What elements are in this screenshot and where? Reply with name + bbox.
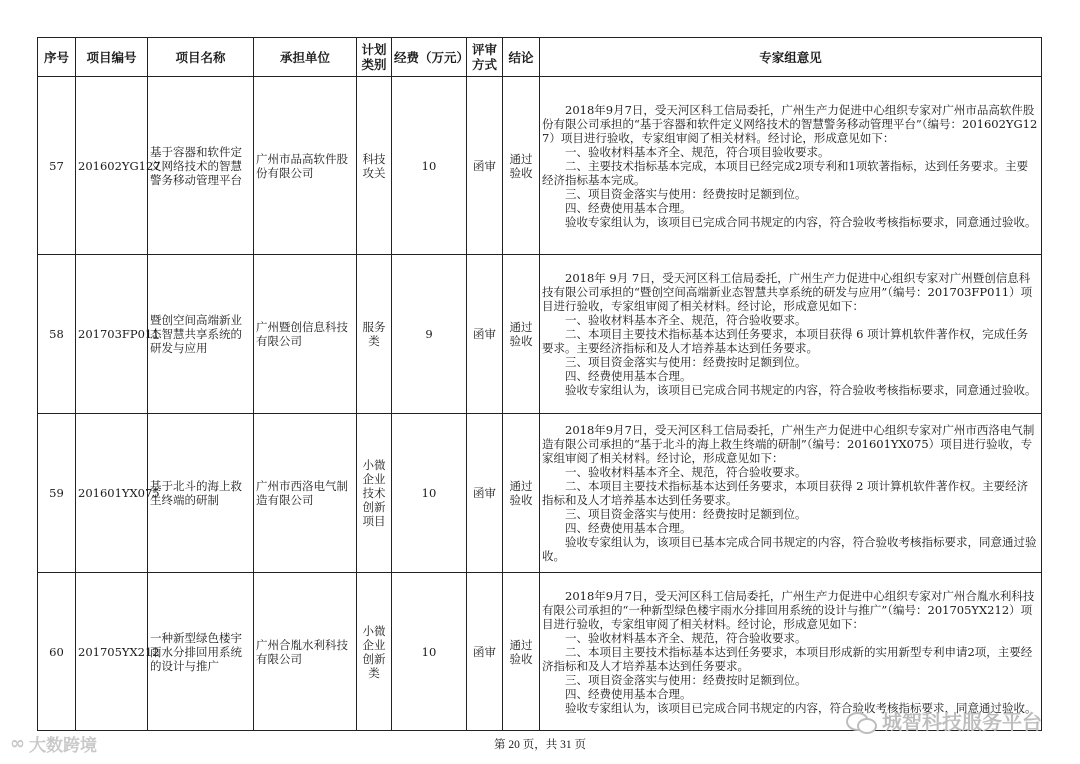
opinion-paragraph: 四、经费使用基本合理。 — [565, 369, 692, 383]
cell-fund: 9 — [392, 255, 467, 414]
cell-unit: 广州市西洛电气制造有限公司 — [254, 414, 357, 573]
header-review-mode: 评审方式 — [467, 38, 503, 77]
watermark-right — [846, 706, 1042, 735]
opinion-paragraph: 二、主要技术指标基本完成，本项目已经完成2项专利和1项软著指标，达到任务要求。主要经济指标基本完成。 — [542, 158, 1029, 187]
opinion-paragraph: 三、项目资金落实与使用：经费按时足额到位。 — [565, 186, 807, 201]
header-conclusion: 结论 — [503, 38, 540, 77]
header-row — [38, 38, 1042, 77]
header-fund: 经费（万元） — [392, 38, 467, 77]
cell-name: 基于北斗的海上救生终端的研制 — [148, 414, 254, 573]
header-code: 项目编号 — [76, 38, 148, 77]
cell-conclusion: 通过验收 — [503, 255, 540, 414]
opinion-paragraph: 验收专家组认为，该项目已基本完成合同书规定的内容，符合验收考核指标要求，同意通过验收。 — [542, 535, 1037, 563]
wechat-icon — [846, 710, 876, 732]
opinion-paragraph: 二、本项目主要技术指标基本达到任务要求，本项目获得 6 项计算机软件著作权，完成任务要求。主要经济指标和及人才培养基本达到任务要求。 — [542, 327, 1029, 355]
opinion-paragraph: 四、经费使用基本合理。 — [565, 521, 692, 535]
cell-review-mode: 函审 — [467, 573, 503, 731]
cell-unit: 广州暨创信息科技有限公司 — [254, 255, 357, 414]
opinion-paragraph: 2018年 9月 7日，受天河区科工信局委托，广州生产力促进中心组织专家对广州暨创信息科技有限公司承担的“暨创空间高端新业态智慧共享系统的研发与应用”（编号：201703FP011）项目进行验收，专家组审阅了相关材料。经讨论，形成意见如下： — [542, 271, 1033, 313]
page-footer: 第 20 页，共 31 页 — [494, 739, 586, 751]
opinion-paragraph: 四、经费使用基本合理。 — [565, 200, 692, 215]
cell-seq: 58 — [38, 255, 76, 414]
opinion-paragraph: 一、验收材料基本齐全、规范，符合验收要求。 — [565, 630, 807, 645]
opinion-paragraph: 二、本项目主要技术指标基本达到任务要求，本项目形成新的实用新型专利申请2项，主要经济指标和及人才培养基本达到任务要求。 — [542, 644, 1033, 673]
watermark-left-text: 大数跨境 — [29, 736, 97, 756]
cell-plan-type: 小微企业创新类 — [357, 573, 392, 731]
table-row — [38, 255, 1042, 414]
header-seq: 序号 — [38, 38, 76, 77]
header-plan-type: 计划类别 — [357, 38, 392, 77]
opinion-paragraph: 三、项目资金落实与使用：经费按时足额到位。 — [565, 672, 807, 687]
opinion-paragraph: 四、经费使用基本合理。 — [565, 686, 692, 701]
cell-seq: 57 — [38, 77, 76, 255]
opinion-paragraph: 一、验收材料基本齐全、规范，符合项目验收要求。 — [565, 144, 830, 159]
opinion-paragraph: 一、验收材料基本齐全、规范，符合验收要求。 — [565, 313, 807, 327]
cell-unit: 广州合胤水利科技有限公司 — [254, 573, 357, 731]
cell-conclusion: 通过验收 — [503, 77, 540, 255]
expert-opinion-table — [37, 37, 1042, 731]
cell-code: 201703FP011 — [76, 255, 148, 414]
header-opinion: 专家组意见 — [540, 38, 1042, 77]
cell-plan-type: 小微企业技术创新项目 — [357, 414, 392, 573]
cell-opinion — [540, 255, 1042, 414]
opinion-paragraph: 三、项目资金落实与使用：经费按时足额到位。 — [565, 507, 807, 521]
cell-seq: 60 — [38, 573, 76, 731]
logo-icon: ∞ — [10, 733, 25, 754]
opinion-paragraph: 二、本项目主要技术指标基本达到任务要求，本项目获得 2 项计算机软件著作权。主要经济指标和及人才培养基本达到任务要求。 — [542, 479, 1029, 507]
cell-code: 201602YG127 — [76, 77, 148, 255]
cell-unit: 广州市品高软件股份有限公司 — [254, 77, 357, 255]
cell-review-mode: 函审 — [467, 255, 503, 414]
cell-name: 基于容器和软件定义网络技术的智慧警务移动管理平台 — [148, 77, 254, 255]
opinion-paragraph: 2018年9月7日，受天河区科工信局委托，广州生产力促进中心组织专家对广州合胤水利科技有限公司承担的“一种新型绿色楼宇雨水分排回用系统的设计与推广”（编号：201705YX212）项目进行验收，专家组审阅了相关材料。经讨论，形成意见如下： — [542, 588, 1035, 631]
table-row — [38, 77, 1042, 255]
cell-code: 201601YX075 — [76, 414, 148, 573]
opinion-paragraph: 三、项目资金落实与使用：经费按时足额到位。 — [565, 355, 807, 369]
table-row — [38, 414, 1042, 573]
opinion-paragraph: 2018年9月7日，受天河区科工信局委托，广州生产力促进中心组织专家对广州市品高软件股份有限公司承担的“基于容器和软件定义网络技术的智慧警务移动管理平台”（编号：201602YG127）项目进行验收，专家组审阅了相关材料。经讨论，形成意见如下： — [542, 102, 1038, 145]
watermark-right-text: 城智科技服务平台 — [882, 710, 1042, 734]
cell-name: 一种新型绿色楼宇雨水分排回用系统的设计与推广 — [148, 573, 254, 731]
opinion-paragraph: 验收专家组认为，该项目已完成合同书规定的内容，符合验收考核指标要求，同意通过验收。 — [565, 214, 1037, 229]
cell-code: 201705YX212 — [76, 573, 148, 731]
cell-fund: 10 — [392, 77, 467, 255]
opinion-paragraph: 验收专家组认为，该项目已完成合同书规定的内容，符合验收考核指标要求，同意通过验收。 — [565, 383, 1037, 397]
cell-review-mode: 函审 — [467, 77, 503, 255]
opinion-paragraph: 2018年9月7日，受天河区科工信局委托，广州生产力促进中心组织专家对广州市西洛电气制造有限公司承担的“基于北斗的海上救生终端的研制”（编号：201601YX075）项目进行验收，专家组审阅了相关材料。经讨论，形成意见如下： — [542, 423, 1035, 465]
header-name: 项目名称 — [148, 38, 254, 77]
watermark-left — [10, 731, 97, 756]
cell-fund: 10 — [392, 573, 467, 731]
cell-seq: 59 — [38, 414, 76, 573]
opinion-paragraph: 验收专家组认为，该项目已完成合同书规定的内容，符合验收考核指标要求，同意通过验收。 — [565, 700, 1037, 715]
header-unit: 承担单位 — [254, 38, 357, 77]
cell-review-mode: 函审 — [467, 414, 503, 573]
cell-plan-type: 服务类 — [357, 255, 392, 414]
cell-plan-type: 科技攻关 — [357, 77, 392, 255]
cell-conclusion: 通过验收 — [503, 573, 540, 731]
cell-conclusion: 通过验收 — [503, 414, 540, 573]
cell-fund: 10 — [392, 414, 467, 573]
cell-opinion — [540, 77, 1042, 255]
cell-name: 暨创空间高端新业态智慧共享系统的研发与应用 — [148, 255, 254, 414]
opinion-paragraph: 一、验收材料基本齐全、规范，符合验收要求。 — [565, 465, 807, 479]
cell-opinion — [540, 414, 1042, 573]
